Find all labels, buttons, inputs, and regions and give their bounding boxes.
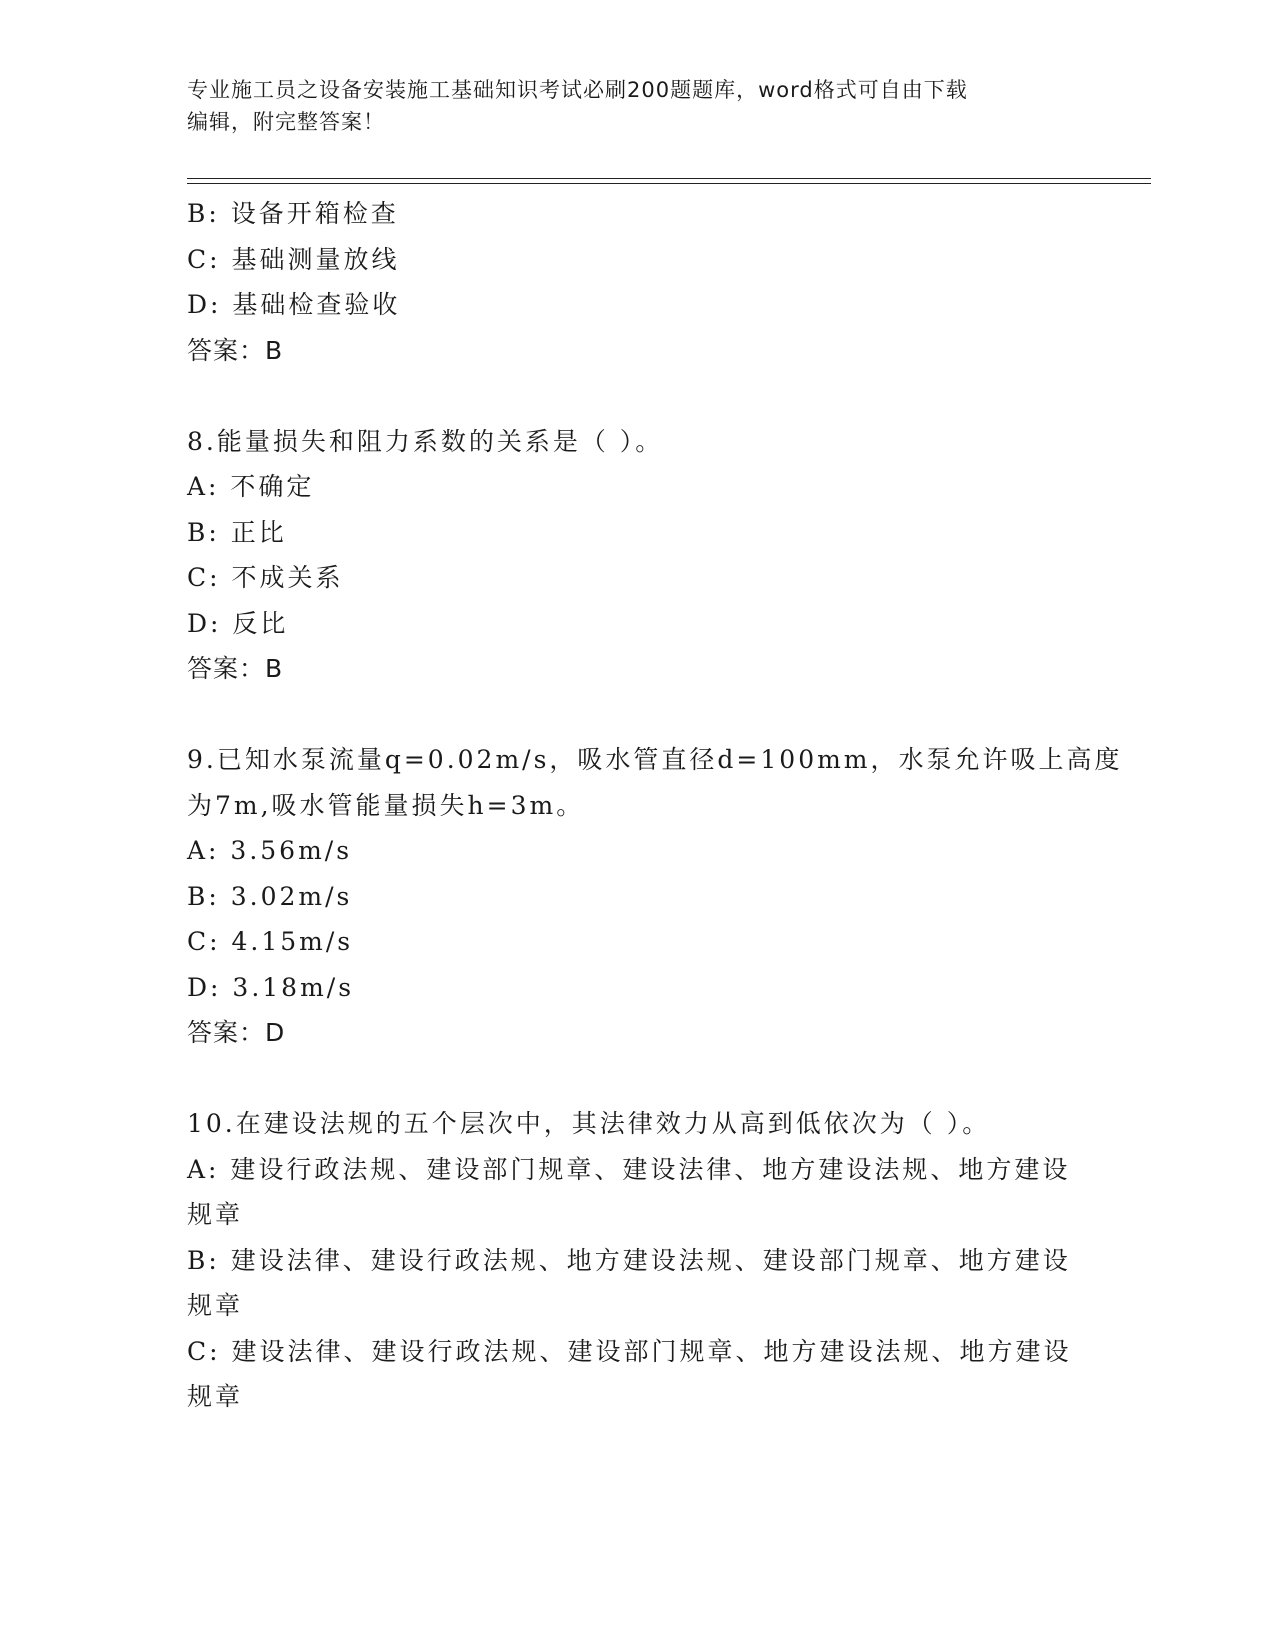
question-7-tail [187, 191, 1087, 373]
option-b: B: 建设法律、建设行政法规、地方建设法规、建设部门规章、地方建设规章 [187, 1245, 1071, 1320]
spacer [187, 373, 1087, 419]
option-b: B: 设备开箱检查 [187, 199, 399, 228]
option-a: A: 建设行政法规、建设部门规章、建设法律、地方建设法规、地方建设规章 [187, 1154, 1071, 1229]
option-c: C: 建设法律、建设行政法规、建设部门规章、地方建设法规、地方建设规章 [187, 1336, 1072, 1411]
question-content [187, 191, 1123, 1420]
option-c: C: 不成关系 [187, 563, 344, 592]
spacer [187, 692, 1087, 738]
header-divider [187, 178, 1151, 179]
option-d: D: 3.18m/s [187, 972, 355, 1002]
question-8 [187, 419, 1087, 692]
option-a: A: 3.56m/s [187, 836, 353, 865]
header-title-line2: 编辑，附完整答案！ [187, 110, 385, 134]
header-title-line1: 专业施工员之设备安装施工基础知识考试必刷200题题库，word格式可自由下载 [187, 78, 968, 102]
answer-line: 答案：D [187, 1018, 286, 1047]
question-stem: 8.能量损失和阻力系数的关系是（ ）。 [187, 426, 664, 456]
question-10 [187, 1101, 1087, 1420]
option-b: B: 正比 [187, 517, 287, 547]
header-divider-second [187, 183, 1151, 184]
spacer [187, 1056, 1087, 1102]
question-9 [187, 737, 1123, 1056]
option-c: C: 基础测量放线 [187, 244, 400, 274]
option-d: D: 基础检查验收 [187, 290, 401, 319]
option-d: D: 反比 [187, 608, 289, 638]
answer-line: 答案：B [187, 654, 284, 683]
option-c: C: 4.15m/s [187, 927, 354, 956]
option-a: A: 不确定 [187, 472, 315, 501]
option-b: B: 3.02m/s [187, 881, 353, 911]
question-stem-line2: 为7m,吸水管能量损失h=3m。 [187, 790, 585, 820]
answer-line: 答案：B [187, 335, 284, 365]
question-stem-line1: 9.已知水泵流量q=0.02m/s，吸水管直径d=100mm，水泵允许吸上高度 [187, 745, 1123, 774]
question-stem: 10.在建设法规的五个层次中，其法律效力从高到低依次为（ ）。 [187, 1109, 991, 1138]
page-header [187, 74, 1087, 138]
